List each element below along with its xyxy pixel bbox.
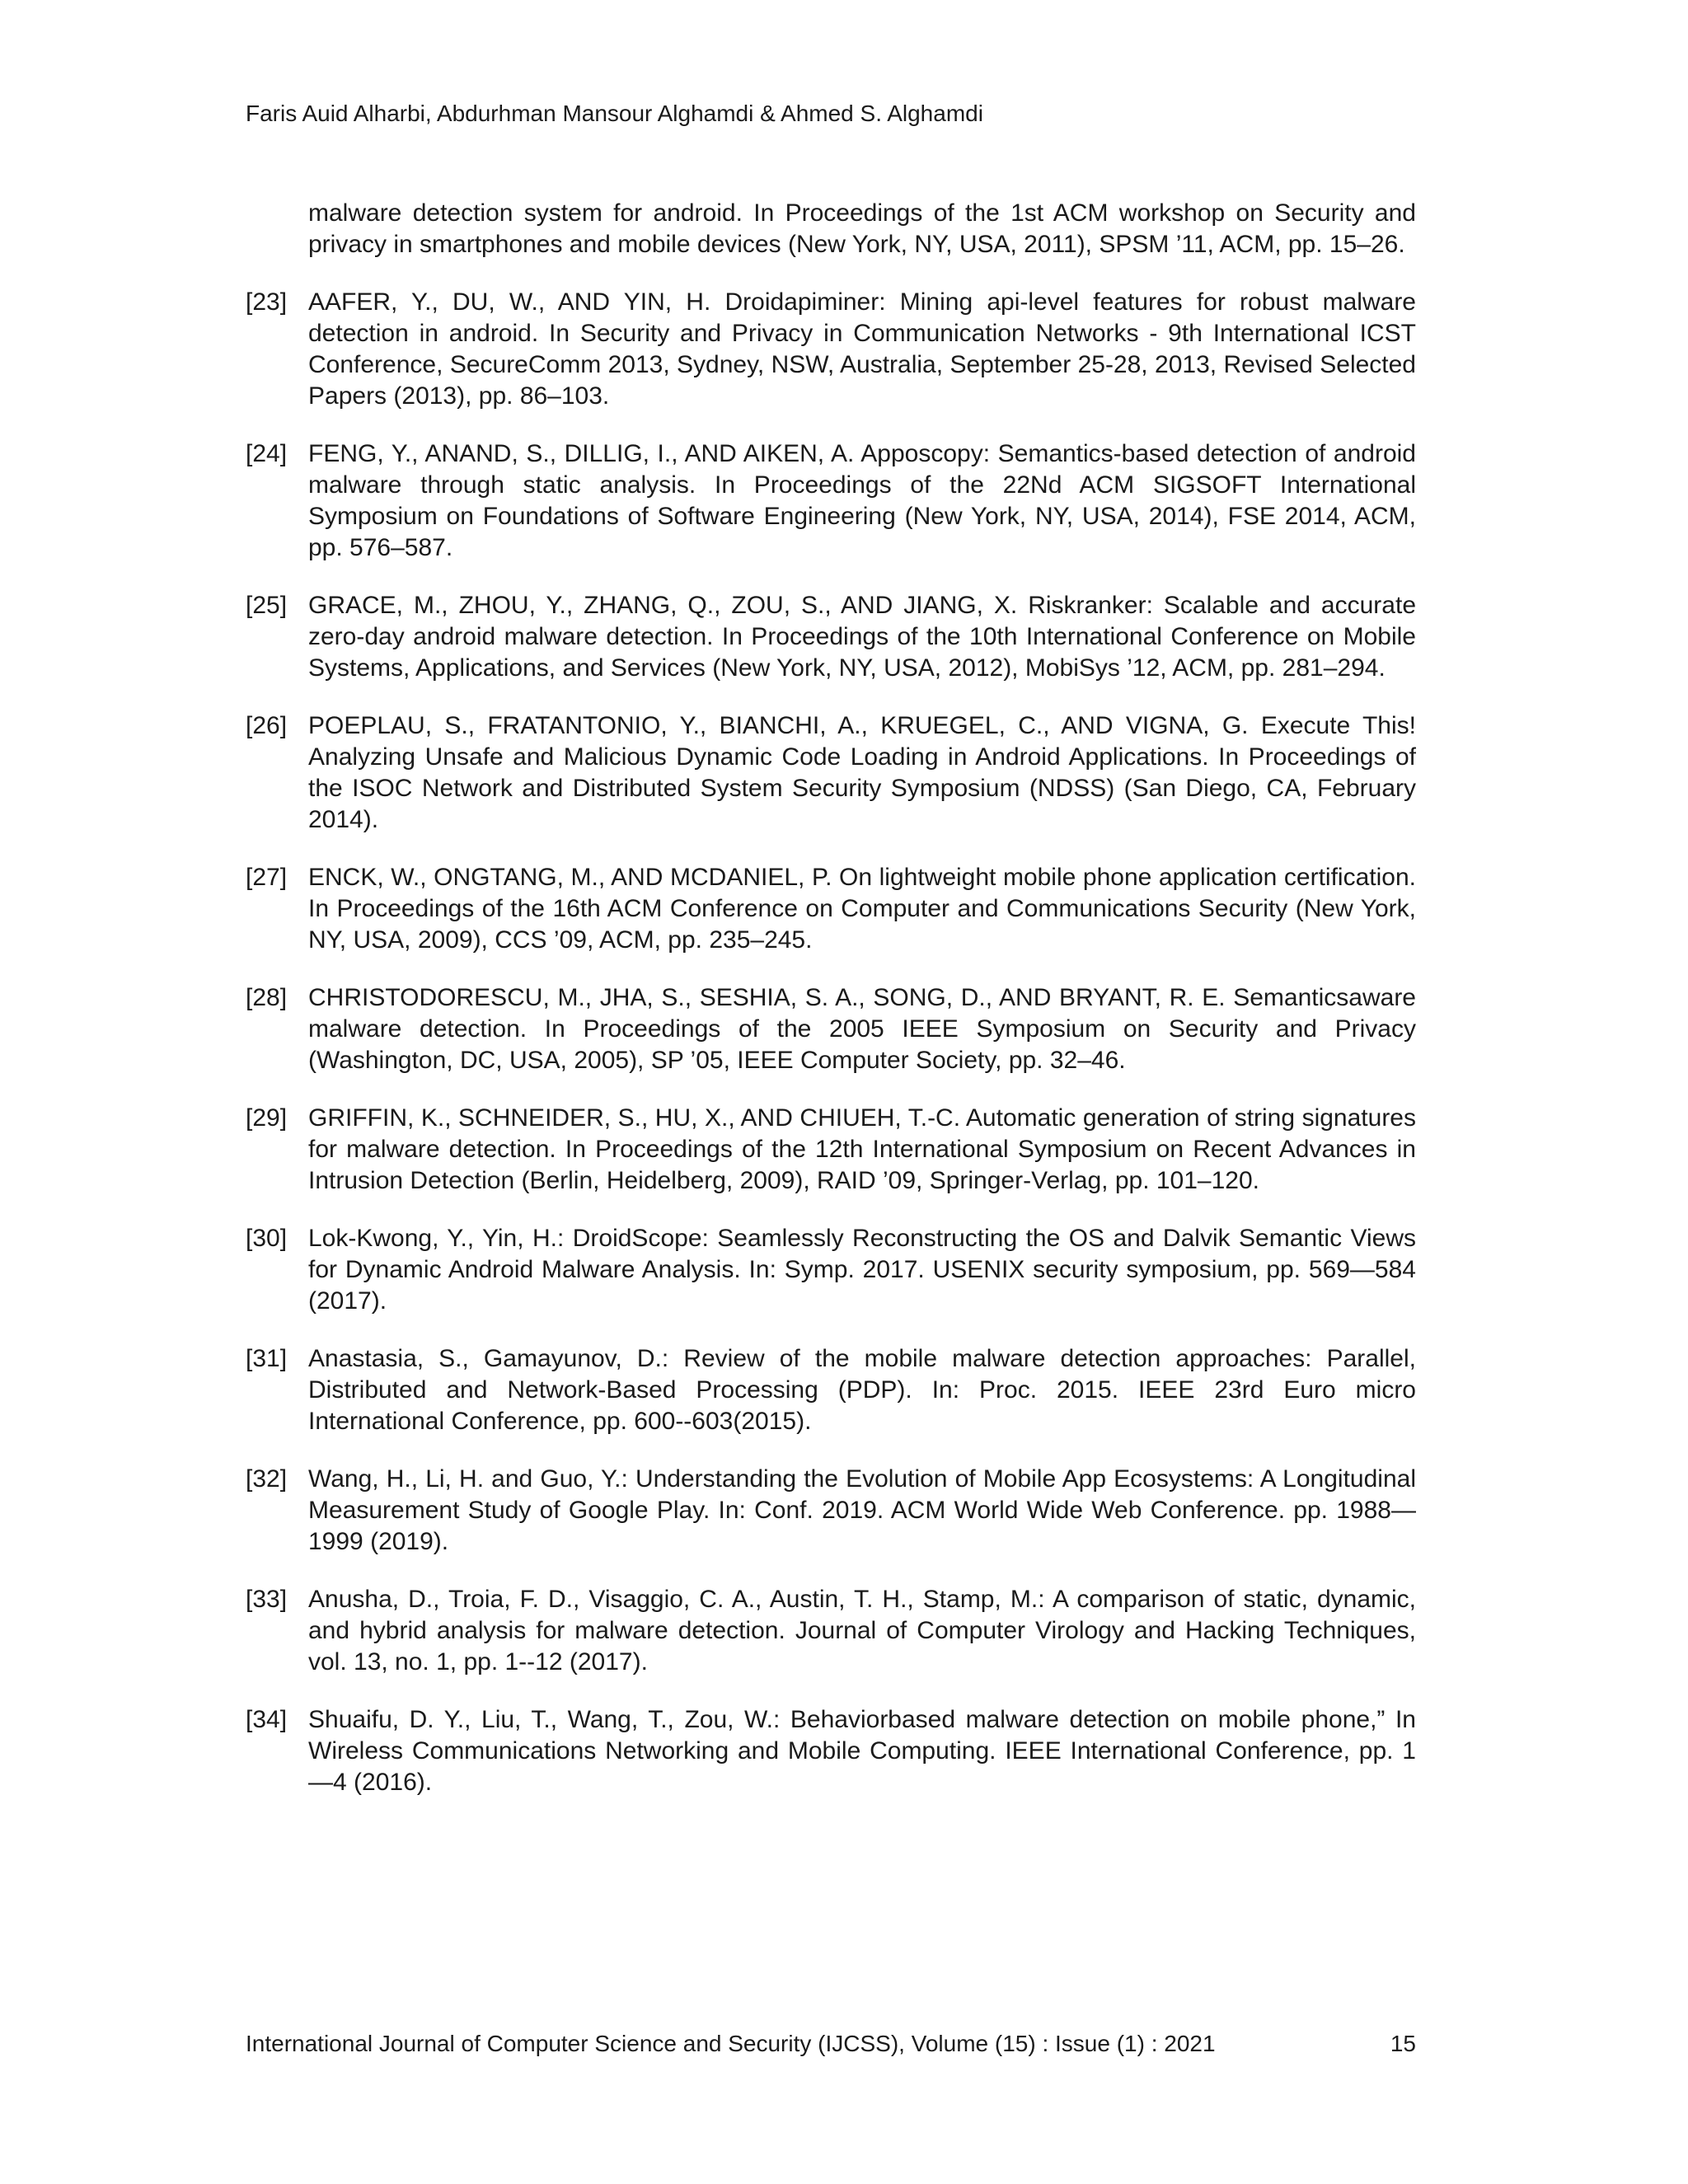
- running-header: [246, 97, 983, 130]
- reference-entry: [246, 1704, 1416, 1798]
- footer-journal-citation: International Journal of Computer Science and Security (IJCSS), Volume (15) : Issue (1) : 2021: [246, 2031, 1216, 2056]
- reference-entry: [246, 982, 1416, 1076]
- reference-number: [32]: [246, 1465, 288, 1493]
- reference-entry: [246, 1343, 1416, 1437]
- reference-text: Shuaifu, D. Y., Liu, T., Wang, T., Zou, W.: Behaviorbased malware detection on mobile phone,” In Wireless Communications Networking and Mobile Computing. IEEE International Conference, pp. 1—4 (2016).: [308, 1706, 1416, 1796]
- reference-list: [246, 198, 1416, 1825]
- reference-text: POEPLAU, S., FRATANTONIO, Y., BIANCHI, A., KRUEGEL, C., AND VIGNA, G. Execute This! Analyzing Unsafe and Malicious Dynamic Code Loading in Android Applications. In Proceedings of the ISOC Network and Distributed System Security Symposium (NDSS) (San Diego, CA, February 2014).: [308, 712, 1416, 833]
- reference-entry: [246, 710, 1416, 836]
- reference-entry: [246, 438, 1416, 564]
- reference-entry: [246, 1103, 1416, 1197]
- page-number: 15: [1390, 2031, 1416, 2056]
- reference-entry: [246, 1464, 1416, 1558]
- reference-text: GRIFFIN, K., SCHNEIDER, S., HU, X., AND CHIUEH, T.-C. Automatic generation of string signatures for malware detection. In Proceedings of the 12th International Symposium on Recent Advances in Intrusion Detection (Berlin, Heidelberg, 2009), RAID ’09, Springer-Verlag, pp. 101–120.: [308, 1104, 1416, 1194]
- reference-text: FENG, Y., ANAND, S., DILLIG, I., AND AIKEN, A. Apposcopy: Semantics-based detection of android malware through static analysis. In Proceedings of the 22Nd ACM SIGSOFT International Symposium on Foundations of Software Engineering (New York, NY, USA, 2014), FSE 2014, ACM, pp. 576–587.: [308, 440, 1416, 561]
- reference-number: [33]: [246, 1586, 288, 1613]
- reference-text: Anusha, D., Troia, F. D., Visaggio, C. A., Austin, T. H., Stamp, M.: A comparison of static, dynamic, and hybrid analysis for malware detection. Journal of Computer Virology and Hacking Techniques, vol. 13, no. 1, pp. 1--12 (2017).: [308, 1586, 1416, 1675]
- reference-entry: [246, 1223, 1416, 1317]
- reference-number: [31]: [246, 1345, 288, 1372]
- reference-number: [27]: [246, 864, 288, 891]
- reference-entry: [246, 590, 1416, 684]
- reference-text: Wang, H., Li, H. and Guo, Y.: Understanding the Evolution of Mobile App Ecosystems: A Longitudinal Measurement Study of Google Play. In: Conf. 2019. ACM World Wide Web Conference. pp. 1988—1999 (2019).: [308, 1465, 1416, 1555]
- reference-text: Lok-Kwong, Y., Yin, H.: DroidScope: Seamlessly Reconstructing the OS and Dalvik Semantic Views for Dynamic Android Malware Analysis. In: Symp. 2017. USENIX security symposium, pp. 569—584 (2017).: [308, 1225, 1416, 1315]
- reference-text: GRACE, M., ZHOU, Y., ZHANG, Q., ZOU, S., AND JIANG, X. Riskranker: Scalable and accurate zero-day android malware detection. In Proceedings of the 10th International Conference on Mobile Systems, Applications, and Services (New York, NY, USA, 2012), MobiSys ’12, ACM, pp. 281–294.: [308, 592, 1416, 682]
- reference-number: [23]: [246, 288, 288, 316]
- reference-number: [28]: [246, 984, 288, 1011]
- reference-text: CHRISTODORESCU, M., JHA, S., SESHIA, S. A., SONG, D., AND BRYANT, R. E. Semanticsaware malware detection. In Proceedings of the 2005 IEEE Symposium on Security and Privacy (Washington, DC, USA, 2005), SP ’05, IEEE Computer Society, pp. 32–46.: [308, 984, 1416, 1074]
- reference-text: Anastasia, S., Gamayunov, D.: Review of the mobile malware detection approaches: Parallel, Distributed and Network-Based Processing (PDP). In: Proc. 2015. IEEE 23rd Euro micro International Conference, pp. 600--603(2015).: [308, 1345, 1416, 1435]
- reference-entry: [246, 1584, 1416, 1678]
- reference-number: [24]: [246, 440, 288, 467]
- reference-number: [26]: [246, 712, 288, 739]
- reference-continuation: malware detection system for android. In Proceedings of the 1st ACM workshop on Security and privacy in smartphones and mobile devices (New York, NY, USA, 2011), SPSM ’11, ACM, pp. 15–26.: [308, 199, 1416, 258]
- reference-entry: [246, 287, 1416, 412]
- reference-number: [34]: [246, 1706, 288, 1733]
- reference-number: [30]: [246, 1225, 288, 1252]
- reference-text: ENCK, W., ONGTANG, M., AND MCDANIEL, P. On lightweight mobile phone application certification. In Proceedings of the 16th ACM Conference on Computer and Communications Security (New York, NY, USA, 2009), CCS ’09, ACM, pp. 235–245.: [308, 864, 1416, 954]
- reference-number: [25]: [246, 592, 288, 619]
- reference-entry: [246, 862, 1416, 956]
- header-authors: Faris Auid Alharbi, Abdurhman Mansour Alghamdi & Ahmed S. Alghamdi: [246, 101, 983, 126]
- reference-text: AAFER, Y., DU, W., AND YIN, H. Droidapiminer: Mining api-level features for robust malware detection in android. In Security and Privacy in Communication Networks - 9th International ICST Conference, SecureComm 2013, Sydney, NSW, Australia, September 25-28, 2013, Revised Selected Papers (2013), pp. 86–103.: [308, 288, 1416, 410]
- reference-number: [29]: [246, 1104, 288, 1132]
